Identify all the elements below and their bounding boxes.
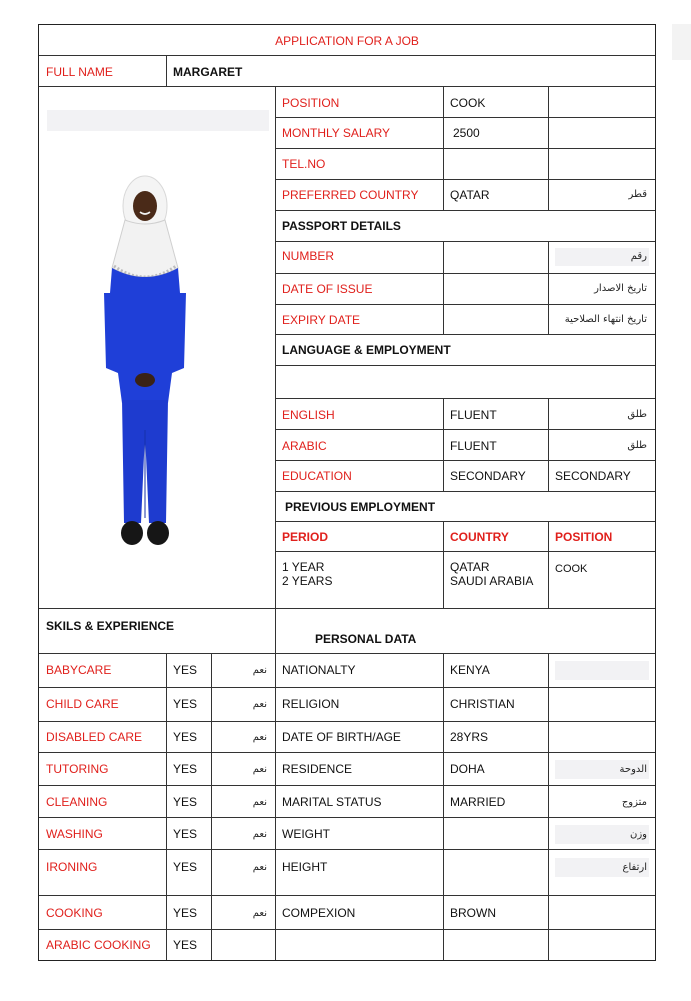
skill-label: CHILD CARE xyxy=(46,697,119,711)
skill-label: DISABLED CARE xyxy=(46,730,143,744)
personal-value: DOHA xyxy=(450,762,485,776)
skill-value: YES xyxy=(173,730,198,744)
salary-label: MONTHLY SALARY xyxy=(282,126,391,140)
skill-arabic: نعم xyxy=(252,764,267,775)
passport-number-arabic: رقم xyxy=(630,251,647,262)
preferred-country-label: PREFERRED COUNTRY xyxy=(282,188,419,202)
preferred-country-value: QATAR xyxy=(450,188,490,202)
personal-arabic: متزوج xyxy=(621,797,647,808)
skill-value: YES xyxy=(173,906,198,920)
personal-label: COMPEXION xyxy=(282,906,356,920)
personal-label: RELIGION xyxy=(282,697,340,711)
issue-date-label: DATE OF ISSUE xyxy=(282,282,373,296)
country-values: QATAR SAUDI ARABIA xyxy=(450,560,534,588)
expiry-date-arabic: تاريخ انتهاء الصلاحية xyxy=(564,314,647,325)
skill-arabic: نعم xyxy=(252,862,267,873)
personal-label: MARITAL STATUS xyxy=(282,795,382,809)
corner-box xyxy=(672,24,691,60)
period-col-header: PERIOD xyxy=(282,530,329,544)
skill-value: YES xyxy=(173,938,198,952)
position-value: COOK xyxy=(450,96,486,110)
personal-label: NATIONALTY xyxy=(282,663,356,677)
skill-value: YES xyxy=(173,827,198,841)
personal-label: HEIGHT xyxy=(282,860,328,874)
personal-arabic: وزن xyxy=(629,829,647,840)
skill-label: CLEANING xyxy=(46,795,108,809)
personal-value: CHRISTIAN xyxy=(450,697,515,711)
passport-number-label: NUMBER xyxy=(282,249,335,263)
english-value: FLUENT xyxy=(450,408,497,422)
preferred-country-arabic: قطر xyxy=(628,189,647,200)
personal-label: DATE OF BIRTH/AGE xyxy=(282,730,401,744)
photo-caption-placeholder xyxy=(47,110,269,131)
language-header: LANGUAGE & EMPLOYMENT xyxy=(282,343,451,357)
skill-label: BABYCARE xyxy=(46,663,112,677)
skill-arabic: نعم xyxy=(252,732,267,743)
arabic-value: FLUENT xyxy=(450,439,497,453)
full-name-value: MARGARET xyxy=(173,65,243,79)
skill-value: YES xyxy=(173,663,198,677)
skill-label: TUTORING xyxy=(46,762,109,776)
skill-label: WASHING xyxy=(46,827,103,841)
arabic-arabic: طلق xyxy=(627,440,647,451)
period-values: 1 YEAR 2 YEARS xyxy=(282,560,333,588)
personal-value: 28YRS xyxy=(450,730,489,744)
personal-label: WEIGHT xyxy=(282,827,330,841)
position-col-header: POSITION xyxy=(555,530,613,544)
salary-value: 2500 xyxy=(453,126,480,140)
form-title: APPLICATION FOR A JOB xyxy=(275,34,419,48)
skill-value: YES xyxy=(173,860,198,874)
education-value-2: SECONDARY xyxy=(555,469,631,483)
personal-value: MARRIED xyxy=(450,795,506,809)
skill-value: YES xyxy=(173,697,198,711)
previous-employment-header: PREVIOUS EMPLOYMENT xyxy=(285,500,436,514)
personal-header: PERSONAL DATA xyxy=(315,632,417,646)
personal-value: BROWN xyxy=(450,906,496,920)
tel-label: TEL.NO xyxy=(282,157,326,171)
english-arabic: طلق xyxy=(627,409,647,420)
skill-arabic: نعم xyxy=(252,665,267,676)
skill-arabic: نعم xyxy=(252,699,267,710)
arabic-label: ARABIC xyxy=(282,439,327,453)
skill-value: YES xyxy=(173,762,198,776)
skill-label: ARABIC COOKING xyxy=(46,938,151,952)
country-col-header: COUNTRY xyxy=(450,530,509,544)
skill-arabic: نعم xyxy=(252,797,267,808)
skills-header: SKILS & EXPERIENCE xyxy=(46,619,175,633)
personal-value: KENYA xyxy=(450,663,490,677)
english-label: ENGLISH xyxy=(282,408,335,422)
education-value: SECONDARY xyxy=(450,469,526,483)
skill-label: IRONING xyxy=(46,860,98,874)
personal-arabic: الدوحة xyxy=(619,764,647,775)
personal-label: RESIDENCE xyxy=(282,762,353,776)
full-name-label: FULL NAME xyxy=(46,65,113,79)
expiry-date-label: EXPIRY DATE xyxy=(282,313,361,327)
personal-arabic: ارتفاع xyxy=(622,862,647,873)
skill-value: YES xyxy=(173,795,198,809)
passport-header: PASSPORT DETAILS xyxy=(282,219,401,233)
applicant-photo-icon xyxy=(100,168,190,560)
skill-arabic: نعم xyxy=(252,829,267,840)
position-values: COOK xyxy=(555,563,588,575)
issue-date-arabic: تاريخ الاصدار xyxy=(594,283,647,294)
skill-label: COOKING xyxy=(46,906,103,920)
education-label: EDUCATION xyxy=(282,469,352,483)
position-label: POSITION xyxy=(282,96,340,110)
skill-arabic: نعم xyxy=(252,908,267,919)
